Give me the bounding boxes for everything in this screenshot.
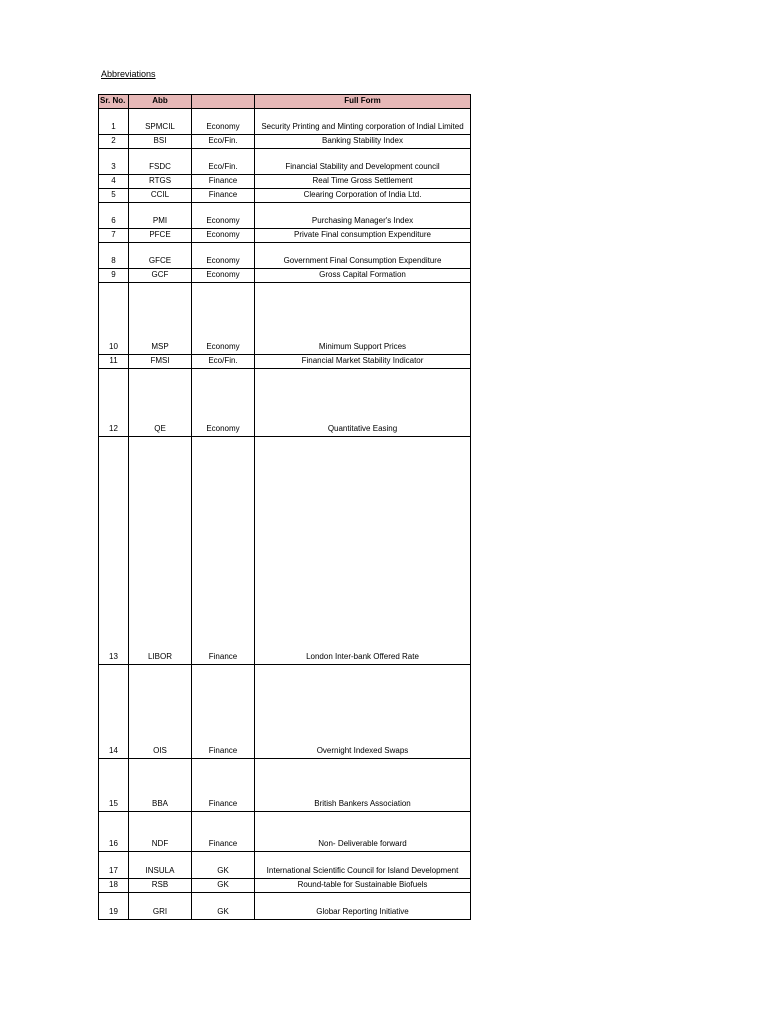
table-row bbox=[99, 665, 471, 759]
cell-sr-no: 6 bbox=[99, 203, 129, 229]
header-row bbox=[99, 95, 471, 109]
cell-sr-no: 17 bbox=[99, 852, 129, 879]
cell-sr-no: 7 bbox=[99, 229, 129, 243]
cell-abb: RTGS bbox=[129, 175, 192, 189]
cell-category: Eco/Fin. bbox=[192, 135, 255, 149]
table-row bbox=[99, 149, 471, 175]
cell-sr-no: 12 bbox=[99, 369, 129, 437]
cell-sr-no: 1 bbox=[99, 109, 129, 135]
cell-category: Economy bbox=[192, 229, 255, 243]
cell-abb: FSDC bbox=[129, 149, 192, 175]
table-row bbox=[99, 759, 471, 812]
header-category bbox=[192, 95, 255, 109]
table-row bbox=[99, 893, 471, 920]
cell-abb: BBA bbox=[129, 759, 192, 812]
cell-category: GK bbox=[192, 893, 255, 920]
cell-abb: LIBOR bbox=[129, 437, 192, 665]
cell-category: Eco/Fin. bbox=[192, 355, 255, 369]
table-row bbox=[99, 283, 471, 355]
cell-abb: MSP bbox=[129, 283, 192, 355]
cell-full-form: Banking Stability Index bbox=[255, 135, 471, 149]
cell-abb: QE bbox=[129, 369, 192, 437]
table-row bbox=[99, 243, 471, 269]
header-abb: Abb bbox=[129, 95, 192, 109]
cell-category: GK bbox=[192, 852, 255, 879]
cell-category: Finance bbox=[192, 759, 255, 812]
cell-full-form: Quantitative Easing bbox=[255, 369, 471, 437]
cell-abb: INSULA bbox=[129, 852, 192, 879]
cell-sr-no: 2 bbox=[99, 135, 129, 149]
table-row bbox=[99, 437, 471, 665]
cell-full-form: London Inter-bank Offered Rate bbox=[255, 437, 471, 665]
cell-abb: SPMCIL bbox=[129, 109, 192, 135]
cell-category: Finance bbox=[192, 665, 255, 759]
cell-sr-no: 4 bbox=[99, 175, 129, 189]
table-row bbox=[99, 879, 471, 893]
cell-abb: GCF bbox=[129, 269, 192, 283]
cell-abb: CCIL bbox=[129, 189, 192, 203]
table-row bbox=[99, 852, 471, 879]
table-row bbox=[99, 189, 471, 203]
cell-category: Economy bbox=[192, 109, 255, 135]
cell-category: Economy bbox=[192, 243, 255, 269]
cell-sr-no: 10 bbox=[99, 283, 129, 355]
table-row bbox=[99, 355, 471, 369]
cell-abb: PMI bbox=[129, 203, 192, 229]
cell-full-form: Security Printing and Minting corporation of Indial Limited bbox=[255, 109, 471, 135]
cell-sr-no: 3 bbox=[99, 149, 129, 175]
cell-category: Economy bbox=[192, 269, 255, 283]
cell-sr-no: 9 bbox=[99, 269, 129, 283]
table-row bbox=[99, 812, 471, 852]
cell-category: Finance bbox=[192, 189, 255, 203]
cell-category: Economy bbox=[192, 283, 255, 355]
table-row bbox=[99, 203, 471, 229]
cell-abb: BSI bbox=[129, 135, 192, 149]
table-row bbox=[99, 135, 471, 149]
cell-full-form: Private Final consumption Expenditure bbox=[255, 229, 471, 243]
cell-sr-no: 11 bbox=[99, 355, 129, 369]
table-row bbox=[99, 269, 471, 283]
cell-sr-no: 15 bbox=[99, 759, 129, 812]
cell-sr-no: 13 bbox=[99, 437, 129, 665]
cell-full-form: Minimum Support Prices bbox=[255, 283, 471, 355]
cell-sr-no: 19 bbox=[99, 893, 129, 920]
cell-full-form: Government Final Consumption Expenditure bbox=[255, 243, 471, 269]
cell-category: Eco/Fin. bbox=[192, 149, 255, 175]
header-sr-no: Sr. No. bbox=[99, 95, 129, 109]
cell-sr-no: 5 bbox=[99, 189, 129, 203]
cell-full-form: Non- Deliverable forward bbox=[255, 812, 471, 852]
cell-abb: OIS bbox=[129, 665, 192, 759]
cell-category: Economy bbox=[192, 369, 255, 437]
cell-category: GK bbox=[192, 879, 255, 893]
cell-full-form: Financial Market Stability Indicator bbox=[255, 355, 471, 369]
cell-full-form: Overnight Indexed Swaps bbox=[255, 665, 471, 759]
cell-abb: FMSI bbox=[129, 355, 192, 369]
cell-abb: GRI bbox=[129, 893, 192, 920]
cell-abb: RSB bbox=[129, 879, 192, 893]
cell-full-form: Financial Stability and Development council bbox=[255, 149, 471, 175]
cell-category: Finance bbox=[192, 437, 255, 665]
cell-abb: NDF bbox=[129, 812, 192, 852]
cell-full-form: Purchasing Manager's Index bbox=[255, 203, 471, 229]
cell-category: Economy bbox=[192, 203, 255, 229]
cell-sr-no: 18 bbox=[99, 879, 129, 893]
cell-category: Finance bbox=[192, 175, 255, 189]
table-row bbox=[99, 175, 471, 189]
header-full-form: Full Form bbox=[255, 95, 471, 109]
cell-full-form: International Scientific Council for Island Development bbox=[255, 852, 471, 879]
abbreviations-table bbox=[98, 94, 471, 920]
table-row bbox=[99, 229, 471, 243]
cell-sr-no: 16 bbox=[99, 812, 129, 852]
cell-category: Finance bbox=[192, 812, 255, 852]
cell-full-form: Globar Reporting Initiative bbox=[255, 893, 471, 920]
cell-full-form: Real Time Gross Settlement bbox=[255, 175, 471, 189]
page-title: Abbreviations bbox=[101, 69, 156, 79]
cell-full-form: Round-table for Sustainable Biofuels bbox=[255, 879, 471, 893]
table-row bbox=[99, 369, 471, 437]
table-row bbox=[99, 109, 471, 135]
cell-sr-no: 8 bbox=[99, 243, 129, 269]
cell-abb: GFCE bbox=[129, 243, 192, 269]
cell-full-form: Clearing Corporation of India Ltd. bbox=[255, 189, 471, 203]
cell-sr-no: 14 bbox=[99, 665, 129, 759]
cell-abb: PFCE bbox=[129, 229, 192, 243]
cell-full-form: British Bankers Association bbox=[255, 759, 471, 812]
cell-full-form: Gross Capital Formation bbox=[255, 269, 471, 283]
